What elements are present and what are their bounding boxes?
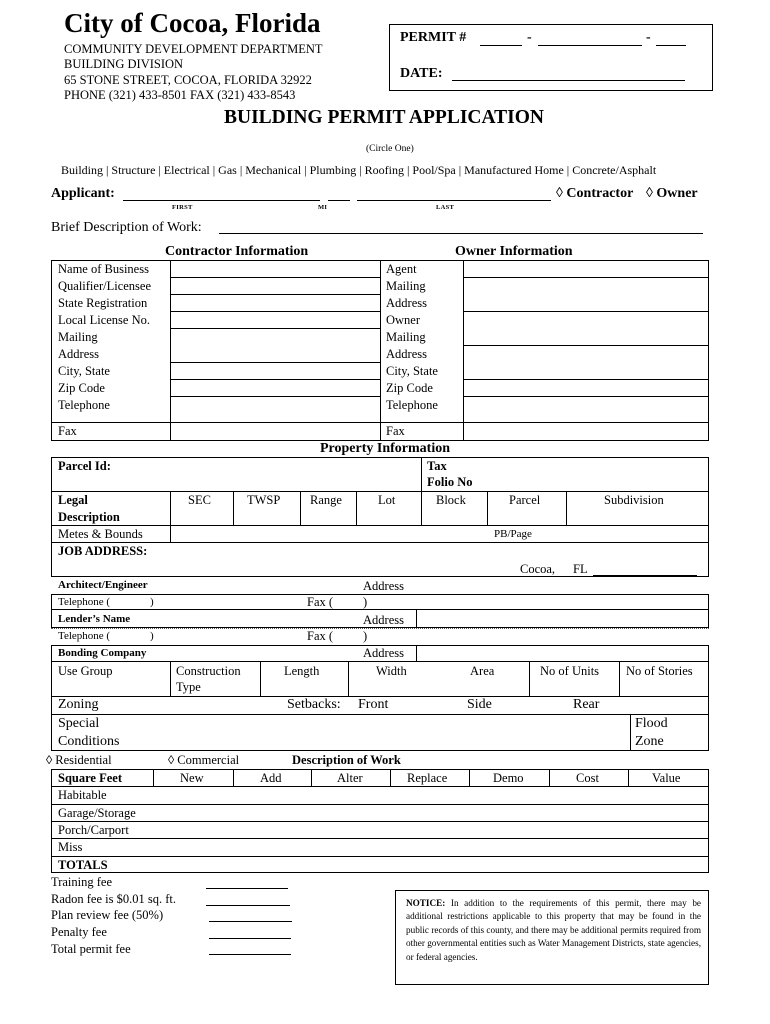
work-col-demo: Demo [493, 771, 524, 785]
owner-info-header: Owner Information [455, 244, 573, 259]
fee-field[interactable] [209, 938, 291, 939]
contractor-row-label: Name of Business [58, 262, 149, 276]
permit-field-3[interactable] [656, 45, 686, 46]
parcel-header: Parcel [509, 493, 541, 507]
lender-fax-close: ) [363, 629, 368, 643]
totals-label: TOTALS [58, 858, 108, 872]
work-row-label: Miss [58, 840, 83, 854]
permit-field-1[interactable] [480, 45, 522, 46]
division-line: BUILDING DIVISION [64, 57, 184, 71]
flood-label: Flood [635, 716, 668, 731]
permit-label: PERMIT # [400, 30, 467, 45]
lender-telephone-label: Telephone ( [58, 630, 111, 642]
fee-field[interactable] [206, 905, 290, 906]
owner-row-label: City, State [386, 364, 438, 378]
architect-fax-close: ) [363, 595, 368, 609]
applicant-last-caption: LAST [436, 204, 455, 211]
notice-text: In addition to the requirements of this permit, there may be additional restrictions applicable to this property that may be found in the public records of this county, and there may be additional permits required from other governmental entities such as Water Management Districts, state agencies, or federal agencies. [406, 898, 701, 962]
lender-label: Lender’s Name [58, 613, 131, 625]
phone-line: PHONE (321) 433-8501 FAX (321) 433-8543 [64, 88, 296, 102]
owner-row-label: Agent [386, 262, 417, 276]
bonding-label: Bonding Company [58, 647, 147, 659]
commercial-option[interactable]: ◊ Commercial [168, 753, 240, 767]
bonding-address-label: Address [363, 646, 404, 660]
notice-label: NOTICE: [406, 898, 446, 908]
stories-label: No of Stories [626, 664, 693, 678]
owner-row-label: Fax [386, 424, 405, 438]
contractor-row-label: Address [58, 347, 99, 361]
zone-label: Zone [635, 734, 664, 749]
block-header: Block [436, 493, 466, 507]
owner-row-label: Mailing [386, 279, 426, 293]
contractor-row-label: Telephone [58, 398, 110, 412]
conditions-label: Conditions [58, 734, 120, 749]
width-label: Width [376, 664, 407, 678]
legal-description-label: Description [58, 510, 120, 524]
setback-rear-label: Rear [573, 697, 600, 712]
construction-type-label: Type [176, 680, 201, 694]
folio-label: Folio No [427, 475, 473, 489]
twsp-header: TWSP [247, 493, 281, 507]
fee-label: Radon fee is $0.01 sq. ft. [51, 892, 176, 906]
notice-box [395, 890, 709, 985]
work-col-new: New [180, 771, 204, 785]
applicant-mi-caption: MI [318, 204, 328, 211]
lender-fax-label: Fax ( [307, 629, 334, 643]
lender-telephone-close: ) [150, 630, 154, 642]
setback-front-label: Front [358, 697, 389, 712]
work-col-add: Add [260, 771, 282, 785]
tax-label: Tax [427, 459, 447, 473]
special-label: Special [58, 716, 100, 731]
fee-label: Plan review fee (50%) [51, 908, 164, 922]
fee-label: Training fee [51, 875, 112, 889]
city-title: City of Cocoa, Florida [64, 8, 321, 38]
owner-row-label: Zip Code [386, 381, 433, 395]
residential-option[interactable]: ◊ Residential [46, 753, 112, 767]
owner-row-label: Telephone [386, 398, 438, 412]
job-zip-field[interactable] [593, 575, 697, 576]
contractor-row-label: State Registration [58, 296, 148, 310]
permit-sep-2: - [646, 30, 651, 45]
contractor-row-label: Mailing [58, 330, 98, 344]
use-group-label: Use Group [58, 664, 113, 678]
owner-row-label: Mailing [386, 330, 426, 344]
work-row-label: Habitable [58, 788, 107, 802]
owner-row-label: Address [386, 296, 427, 310]
owner-row-label: Address [386, 347, 427, 361]
area-label: Area [470, 664, 495, 678]
work-col-cost: Cost [576, 771, 599, 785]
units-label: No of Units [540, 664, 600, 678]
work-row-label: Porch/Carport [58, 823, 129, 837]
circle-one-note: (Circle One) [366, 144, 414, 154]
job-city: Cocoa, [520, 562, 556, 576]
setback-side-label: Side [467, 697, 492, 712]
fee-field[interactable] [209, 921, 292, 922]
contractor-info-header: Contractor Information [165, 244, 309, 259]
setbacks-label: Setbacks: [287, 697, 341, 712]
range-header: Range [310, 493, 342, 507]
date-field[interactable] [452, 80, 685, 81]
square-feet-label: Square Feet [58, 771, 122, 785]
property-info-header: Property Information [320, 441, 450, 456]
permit-field-2[interactable] [538, 45, 642, 46]
architect-telephone-close: ) [150, 596, 154, 608]
metes-bounds-label: Metes & Bounds [58, 527, 143, 541]
applicant-mi-field[interactable] [328, 200, 350, 201]
date-label: DATE: [400, 66, 443, 81]
work-col-replace: Replace [407, 771, 448, 785]
fee-label: Total permit fee [51, 942, 131, 956]
contractor-row-label: Local License No. [58, 313, 150, 327]
address-line: 65 STONE STREET, COCOA, FLORIDA 32922 [64, 73, 312, 87]
parcel-id-label: Parcel Id: [58, 459, 111, 473]
applicant-first-caption: FIRST [172, 204, 193, 211]
brief-description-field[interactable] [219, 233, 703, 234]
legal-label: Legal [58, 493, 88, 507]
contractor-option[interactable]: ◊ Contractor [556, 186, 634, 201]
job-address-label: JOB ADDRESS: [58, 544, 148, 558]
lender-address-label: Address [363, 613, 404, 627]
work-col-value: Value [652, 771, 681, 785]
sec-header: SEC [188, 493, 211, 507]
permit-types[interactable]: Building | Structure | Electrical | Gas | Mechanical | Plumbing | Roofing | Pool/Spa | Manufactured Home | Concrete/Asphalt [61, 163, 657, 177]
fee-field[interactable] [206, 888, 288, 889]
architect-label: Architect/Engineer [58, 579, 148, 591]
applicant-first-field[interactable] [123, 200, 320, 201]
lot-header: Lot [378, 493, 396, 507]
work-row-label: Garage/Storage [58, 806, 136, 820]
pb-page-label: PB/Page [494, 528, 532, 540]
architect-address-label: Address [363, 579, 404, 593]
contractor-row-label: Qualifier/Licensee [58, 279, 152, 293]
owner-row-label: Owner [386, 313, 421, 327]
job-state: FL [573, 562, 588, 576]
fee-field[interactable] [209, 954, 291, 955]
zoning-label: Zoning [58, 697, 99, 712]
contractor-row-label: Zip Code [58, 381, 105, 395]
description-of-work-header: Description of Work [292, 753, 401, 767]
owner-option[interactable]: ◊ Owner [646, 186, 698, 201]
contractor-row-label: City, State [58, 364, 110, 378]
length-label: Length [284, 664, 320, 678]
construction-label: Construction [176, 664, 241, 678]
architect-fax-label: Fax ( [307, 595, 334, 609]
subdivision-header: Subdivision [604, 493, 664, 507]
work-col-alter: Alter [337, 771, 363, 785]
property-table [51, 457, 709, 577]
department-line: COMMUNITY DEVELOPMENT DEPARTMENT [64, 42, 323, 56]
brief-description-label: Brief Description of Work: [51, 220, 202, 235]
applicant-last-field[interactable] [357, 200, 551, 201]
form-title: BUILDING PERMIT APPLICATION [224, 107, 544, 128]
permit-sep-1: - [527, 30, 532, 45]
applicant-label: Applicant: [51, 186, 115, 201]
architect-telephone-label: Telephone ( [58, 596, 111, 608]
fee-label: Penalty fee [51, 925, 107, 939]
contractor-row-label: Fax [58, 424, 77, 438]
